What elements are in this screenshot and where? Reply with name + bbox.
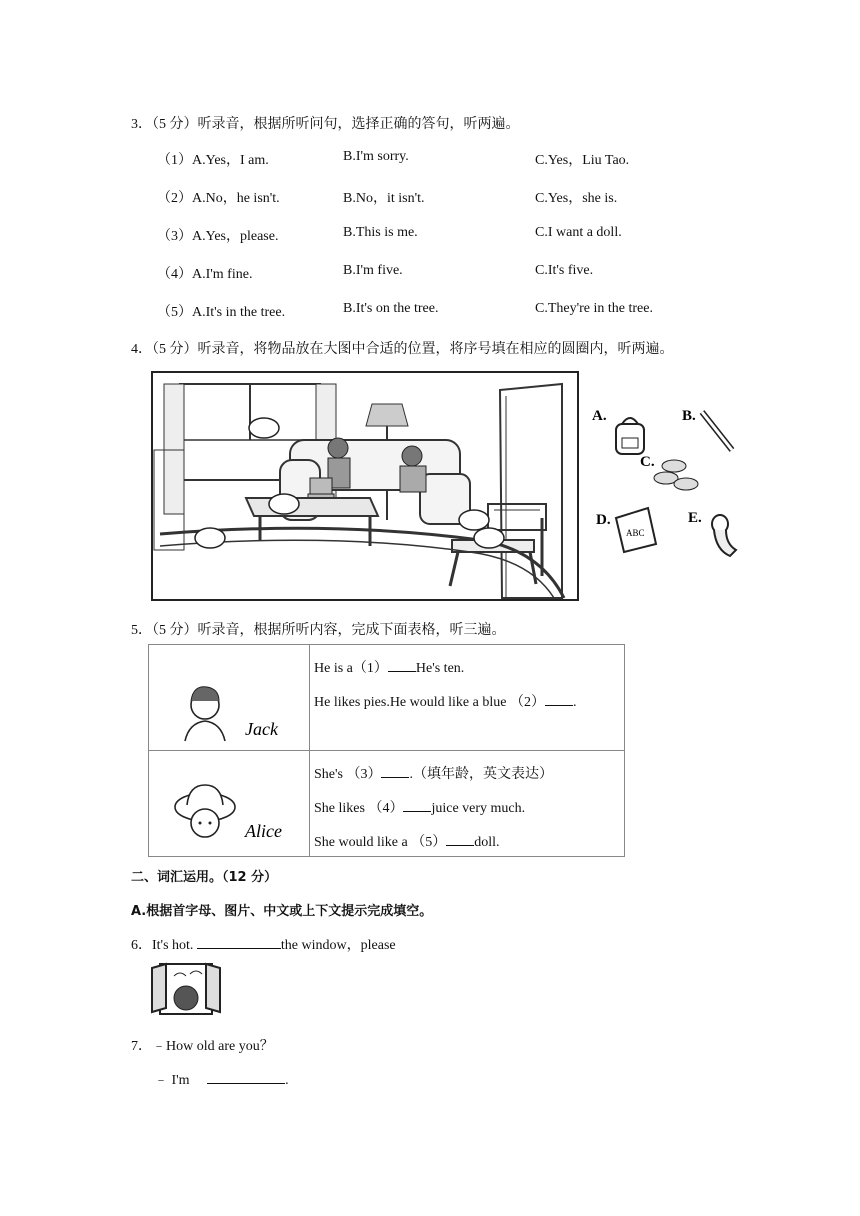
item-label-c: C. [640, 454, 655, 470]
answer-circle-window[interactable] [249, 418, 279, 438]
answer-circle-table[interactable] [269, 494, 299, 514]
q3-2-option-a: （2）A.No，he isn't. [157, 191, 280, 206]
q7-answer: ﹣ I'm . [154, 1073, 289, 1088]
alice-name: Alice [245, 821, 282, 841]
q3-1-option-b: B.I'm sorry. [343, 149, 409, 164]
blank-3[interactable] [381, 765, 409, 778]
q5-table [148, 644, 625, 857]
q3-4-option-b: B.I'm five. [343, 263, 403, 278]
answer-circle-sofa-arm[interactable] [459, 510, 489, 530]
item-label-b: B. [682, 408, 696, 424]
q5-title: 5．（5 分）听录音，根据所听内容，完成下面表格，听三遍。 [131, 623, 506, 638]
q3-1-option-c: C.Yes，Liu Tao. [535, 153, 630, 168]
q3-1-option-a: （1）A.Yes，I am. [157, 153, 269, 168]
q3-3-option-b: B.This is me. [343, 225, 418, 240]
item-label-d: D. [596, 512, 611, 528]
q3-title: 3．（5 分）听录音，根据所听问句，选择正确的答句，听两遍。 [131, 117, 520, 132]
alice-line-2: She likes （4） juice very much. [314, 801, 526, 816]
answer-circle-rug[interactable] [195, 528, 225, 548]
jack-cell [149, 645, 309, 750]
alice-line-3: She would like a （5） doll. [314, 835, 500, 850]
q3-5-option-b: B.It's on the tree. [343, 301, 439, 316]
jack-portrait [149, 645, 309, 750]
alice-line-1: She's （3） .（填年龄，英文表达） [314, 767, 553, 782]
alice-info [310, 751, 624, 856]
blank-1[interactable] [388, 659, 416, 672]
blank-2[interactable] [545, 693, 573, 706]
abc-book-icon [616, 508, 656, 552]
parrot-icon [712, 515, 736, 556]
blank-5[interactable] [446, 833, 474, 846]
item-label-a: A. [592, 408, 607, 424]
q3-4-option-a: （4）A.I'm fine. [157, 267, 253, 282]
q3-3-option-a: （3）A.Yes，please. [157, 229, 279, 244]
q3-5-option-a: （5）A.It's in the tree. [157, 305, 286, 320]
section2-subtitle: A.根据首字母、图片、中文或上下文提示完成填空。 [131, 904, 433, 919]
jack-name: Jack [245, 719, 278, 739]
living-room-picture [150, 370, 580, 602]
alice-portrait [149, 751, 309, 856]
jack-line-1: He is a（1） He's ten. [314, 661, 465, 676]
q3-5-option-c: C.They're in the tree. [535, 301, 653, 316]
jack-line-2: He likes pies.He would like a blue （2） . [314, 695, 577, 710]
q7-blank[interactable] [207, 1071, 285, 1084]
q3-2-option-b: B.No，it isn't. [343, 191, 425, 206]
q3-3-option-c: C.I want a doll. [535, 225, 622, 240]
q6-line: 6．It's hot. the window，please [131, 938, 396, 953]
open-window-picture [146, 958, 226, 1024]
q6-blank[interactable] [197, 936, 281, 949]
alice-cell [149, 751, 309, 856]
svg-text:ABC: ABC [626, 528, 645, 538]
food-bowls-icon [654, 460, 698, 490]
backpack-icon [616, 418, 644, 454]
pencil-icon [702, 412, 732, 450]
answer-circle-chair[interactable] [474, 528, 504, 548]
q4-title: 4．（5 分）听录音，将物品放在大图中合适的位置，将序号填在相应的圆圈内，听两遍。 [131, 342, 674, 357]
q3-2-option-c: C.Yes，she is. [535, 191, 618, 206]
q7-question: 7．﹣How old are you？ [131, 1039, 274, 1054]
section2-title: 二、词汇运用。（12 分） [131, 870, 278, 885]
jack-info [310, 645, 624, 750]
q3-4-option-c: C.It's five. [535, 263, 594, 278]
item-pictures [590, 400, 750, 560]
item-label-e: E. [688, 510, 702, 526]
blank-4[interactable] [403, 799, 431, 812]
